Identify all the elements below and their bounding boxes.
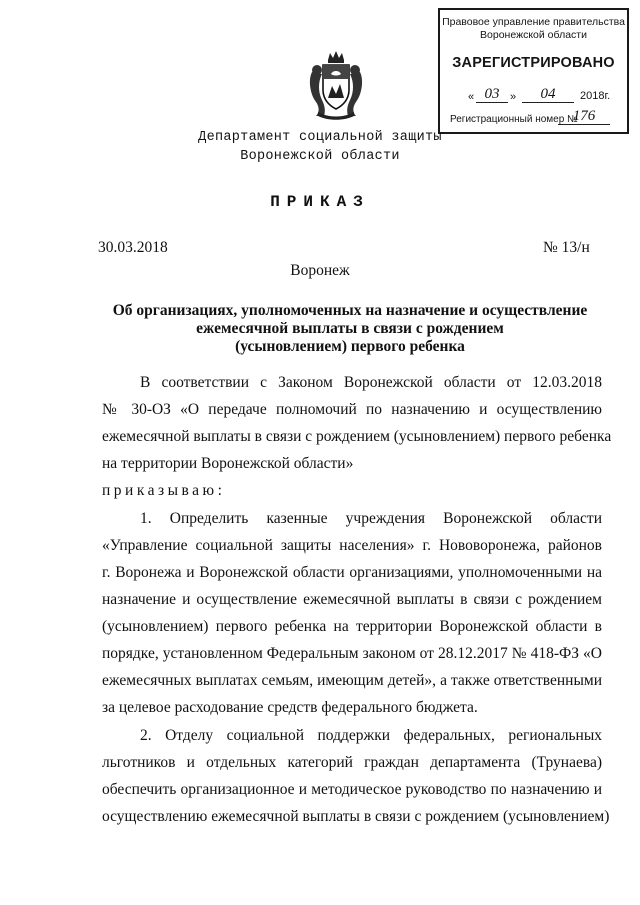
preamble-line: № 30-ОЗ «О передаче полномочий по назначению и осуществлению	[102, 401, 602, 418]
stamp-year: 2018г.	[580, 90, 611, 102]
stamp-organization: Правовое управление правительства Воронежской области	[442, 16, 625, 41]
department-name	[0, 128, 640, 166]
coat-of-arms-icon	[306, 50, 366, 120]
stamp-month: 04	[540, 86, 556, 102]
stamp-registered-label: ЗАРЕГИСТРИРОВАНО	[452, 55, 615, 71]
item1-line: 1. Определить казенные учреждения Воронежской области	[140, 510, 602, 527]
item1-line: «Управление социальной защиты населения» г. Нововоронежа, районов	[102, 537, 602, 554]
stamp-quote-close: »	[510, 91, 517, 103]
item1-line: назначение и осуществление ежемесячной выплаты в связи с рождением	[102, 591, 602, 608]
order-number: № 13/н	[543, 239, 590, 256]
heading-line: (усыновлением) первого ребенка	[235, 338, 465, 355]
department-line: Департамент социальной защиты	[198, 130, 442, 145]
item1-line: за целевое расходование средств федерального бюджета.	[102, 699, 478, 716]
stamp-date	[440, 88, 627, 106]
order-date: 30.03.2018	[98, 239, 168, 256]
order-city: Воронеж	[290, 262, 350, 279]
order-word: приказываю:	[102, 482, 226, 499]
document-type-title: ПРИКАЗ	[270, 193, 370, 211]
stamp-day: 03	[484, 86, 500, 102]
stamp-reg-number-label: Регистрационный номер №	[450, 114, 578, 125]
order-heading	[100, 302, 600, 356]
preamble-line: ежемесячной выплаты в связи с рождением (усыновлением) первого ребенка	[102, 428, 612, 445]
item2-line: обеспечить организационное и методическое руководство по назначению и	[102, 781, 602, 798]
item1-line: порядке, установленном Федеральным законом от 28.12.2017 № 418-ФЗ «О	[102, 645, 602, 662]
registration-stamp	[438, 8, 629, 134]
preamble-line: на территории Воронежской области»	[102, 455, 354, 472]
item2-line: льготников и отдельных категорий граждан департамента (Трунаева)	[102, 754, 602, 771]
item1-line: ежемесячных выплатах семьям, имеющим детей», а также ответственными	[102, 672, 602, 689]
heading-line: ежемесячной выплаты в связи с рождением	[196, 320, 504, 337]
item2-line: 2. Отделу социальной поддержки федеральных, региональных	[140, 727, 602, 744]
item1-line: г. Воронежа и Воронежской области организациями, уполномоченными на	[102, 564, 602, 581]
heading-line: Об организациях, уполномоченных на назначение и осуществление	[112, 302, 588, 319]
item1-line: (усыновлением) первого ребенка на территории Воронежской области в	[102, 618, 602, 635]
stamp-reg-number: 176	[572, 108, 596, 124]
preamble-line: В соответствии с Законом Воронежской области от 12.03.2018	[140, 374, 602, 391]
item2-line: осуществлению ежемесячной выплаты в связи с рождением (усыновлением)	[102, 808, 610, 825]
department-line: Воронежской области	[240, 149, 400, 164]
stamp-quote-open: «	[468, 91, 475, 103]
